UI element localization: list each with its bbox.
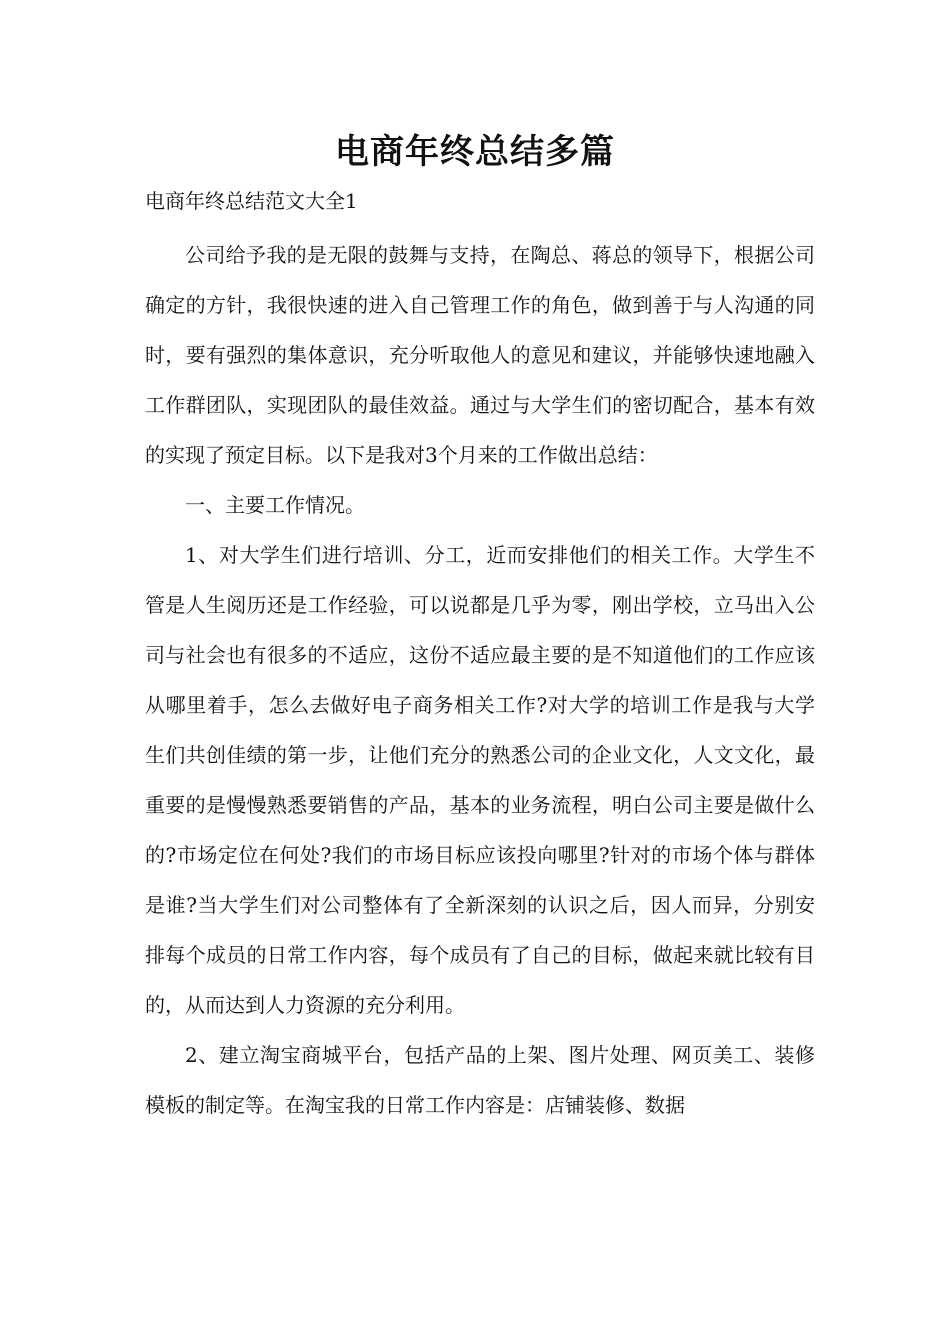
document-title: 电商年终总结多篇	[335, 132, 615, 172]
paragraph-section-heading: 一、主要工作情况。	[185, 493, 365, 517]
paragraph-item-1: 1、对大学生们进行培训、分工，近而安排他们的相关工作。大学生不管是人生阅历还是工作经验，可以说都是几乎为零，刚出学校，立马出入公司与社会也有很多的不适应，这份不适应最主要的是不知道他们的工作应该从哪里着手，怎么去做好电子商务相关工作?对大学的培训工作是我与大学生们共创佳绩的第一步，让他们充分的熟悉公司的企业文化，人文文化，最重要的是慢慢熟悉要销售的产品，基本的业务流程，明白公司主要是做什么的?市场定位在何处?我们的市场目标应该投向哪里?针对的市场个体与群体是谁?当大学生们对公司整体有了全新深刻的认识之后，因人而异，分别安排每个成员的日常工作内容，每个成员有了自己的目标，做起来就比较有目的，从而达到人力资源的充分利用。	[145, 543, 815, 1017]
document-body	[145, 230, 815, 1130]
paragraph-item-2: 2、建立淘宝商城平台，包括产品的上架、图片处理、网页美工、装修模板的制定等。在淘宝我的日常工作内容是：店铺装修、数据	[145, 1043, 815, 1117]
document-subtitle: 电商年终总结范文大全1	[145, 189, 358, 213]
paragraph-intro: 公司给予我的是无限的鼓舞与支持，在陶总、蒋总的领导下，根据公司确定的方针，我很快速的进入自己管理工作的角色，做到善于与人沟通的同时，要有强烈的集体意识，充分听取他人的意见和建议，并能够快速地融入工作群团队，实现团队的最佳效益。通过与大学生们的密切配合，基本有效的实现了预定目标。以下是我对3个月来的工作做出总结：	[145, 243, 815, 467]
